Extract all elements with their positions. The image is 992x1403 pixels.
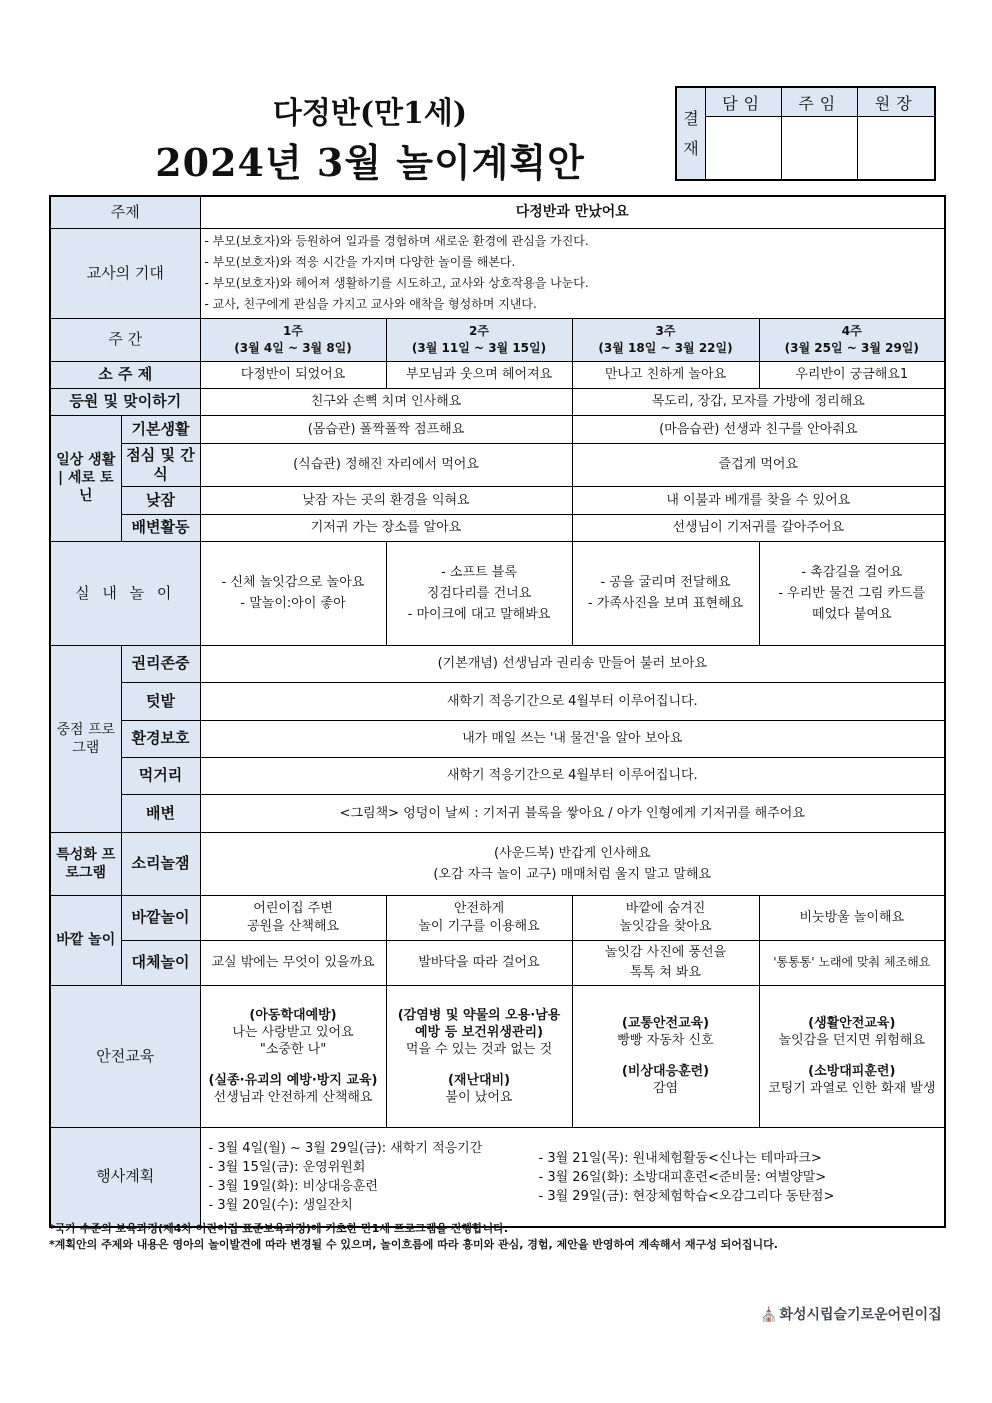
arrival-right: 목도리, 장갑, 모자를 가방에 정리해요 xyxy=(572,388,945,415)
safety-line: (실종·유괴의 예방·방지 교육) xyxy=(208,1072,378,1088)
arrival-label: 등원 및 맞이하기 xyxy=(50,388,200,415)
daily-right: (마음습관) 선생과 친구를 안아줘요 xyxy=(572,415,945,443)
indoor-week-2: - 소프트 블록 징검다리를 건너요 - 마이크에 대고 말해봐요 xyxy=(386,541,572,645)
event-item: - 3월 20일(수): 생일잔치 xyxy=(208,1197,353,1213)
daily-right: 즐겁게 먹어요 xyxy=(572,443,945,486)
week-3: 3주 (3월 18일 ~ 3월 22일) xyxy=(572,318,759,361)
expectation-label: 교사의 기대 xyxy=(50,228,200,318)
safety-line: 코팅기 과열로 인한 화재 발생 xyxy=(768,1081,936,1096)
alternate-label: 대체놀이 xyxy=(121,940,200,985)
daily-group-label: 일상 생활 | 세로 토닌 xyxy=(50,415,121,541)
safety-line: 먹을 수 있는 것과 없는 것 xyxy=(405,1041,553,1057)
class-name: 다정반(만1세) xyxy=(272,96,468,131)
event-item: - 3월 15일(금): 운영위원회 xyxy=(208,1159,366,1175)
safety-line: 빵빵 자동차 신호 xyxy=(617,1033,714,1048)
footnote: *국가 수준의 보육과정(제4차 어린이집 표준보육과정)에 기초한 만1세 프로그램을 진행합니다. xyxy=(49,1222,509,1235)
indoor-week-3: - 공을 굴리며 전달해요 - 가족사진을 보며 표현해요 xyxy=(572,541,759,645)
week-2: 2주 (3월 11일 ~ 3월 15일) xyxy=(386,318,572,361)
safety-line xyxy=(205,1058,382,1072)
daily-left: (식습관) 정해진 자리에서 먹어요 xyxy=(200,443,572,486)
focus-group-label: 중점 프로그램 xyxy=(50,645,121,832)
approval-box xyxy=(675,86,936,181)
indoor-week-4: - 촉감길을 걸어요 - 우리반 물건 그림 카드를 떼었다 붙여요 xyxy=(759,541,945,645)
safety-week-4 xyxy=(759,985,945,1127)
alternate-week-1: 교실 밖에는 무엇이 있을까요 xyxy=(200,940,386,985)
focus-label: 배변 xyxy=(121,794,200,832)
focus-label: 먹거리 xyxy=(121,757,200,794)
event-item: - 3월 19일(화): 비상대응훈련 xyxy=(208,1178,378,1194)
week-4: 4주 (3월 25일 ~ 3월 29일) xyxy=(759,318,945,361)
approval-col-head-teacher: 주임 xyxy=(782,87,858,117)
focus-value: (기본개념) 선생님과 권리송 만들어 불러 보아요 xyxy=(200,645,945,682)
safety-line: 나는 사랑받고 있어요 xyxy=(232,1024,354,1040)
outdoor-week-4: 비눗방울 놀이해요 xyxy=(759,895,945,940)
weeks-label: 주 간 xyxy=(50,318,200,361)
safety-line: 불이 났어요 xyxy=(445,1089,513,1105)
events-left xyxy=(209,1139,539,1215)
safety-line: (소방대피훈련) xyxy=(808,1064,896,1079)
daily-label: 배변활동 xyxy=(121,514,200,541)
safety-line: (아동학대예방) xyxy=(249,1007,337,1023)
event-item: - 3월 21일(목): 원내체험활동<신나는 테마파크> xyxy=(538,1150,822,1166)
focus-value: <그림책> 엉덩이 날씨 : 기저귀 블록을 쌓아요 / 아가 인형에게 기저귀를 해주어요 xyxy=(200,794,945,832)
safety-line: 놀잇감을 던지면 위험해요 xyxy=(778,1033,925,1048)
week-1: 1주 (3월 4일 ~ 3월 8일) xyxy=(200,318,386,361)
signature-box[interactable] xyxy=(858,117,935,180)
expectation-list xyxy=(200,228,945,318)
safety-week-3 xyxy=(572,985,759,1127)
events-label: 행사계획 xyxy=(50,1127,200,1227)
indoor-week-1: - 신체 놀잇감으로 놀아요 - 말놀이:아이 좋아 xyxy=(200,541,386,645)
daily-left: 기저귀 가는 장소를 알아요 xyxy=(200,514,572,541)
safety-line: (교통안전교육) xyxy=(621,1016,710,1031)
plan-table xyxy=(49,195,946,1228)
safety-label: 안전교육 xyxy=(50,985,200,1127)
outdoor-label: 바깥놀이 xyxy=(121,895,200,940)
subtheme-week-4: 우리반이 궁금해요1 xyxy=(759,361,945,388)
daily-left: (몸습관) 폴짝폴짝 점프해요 xyxy=(200,415,572,443)
events-list xyxy=(200,1127,945,1227)
approval-col-director: 원장 xyxy=(858,87,935,117)
outdoor-week-1: 어린이집 주변 공원을 산책해요 xyxy=(200,895,386,940)
safety-line xyxy=(764,1049,941,1063)
subtheme-week-2: 부모님과 웃으며 헤어져요 xyxy=(386,361,572,388)
list-item: - 교사, 친구에게 관심을 가지고 교사와 애착을 형성하며 지낸다. xyxy=(204,297,537,311)
alternate-week-4: '통통통' 노래에 맞춰 체조해요 xyxy=(759,940,945,985)
safety-line: 예방 등 보건위생관리) xyxy=(415,1024,544,1040)
subtheme-week-1: 다정반이 되었어요 xyxy=(200,361,386,388)
event-item: - 3월 26일(화): 소방대피훈련<준비물: 여벌양말> xyxy=(538,1169,827,1185)
theme-value: 다정반과 만났어요 xyxy=(200,196,945,228)
focus-value: 새학기 적응기간으로 4월부터 이루어집니다. xyxy=(200,682,945,720)
safety-line: (생활안전교육) xyxy=(808,1016,896,1031)
focus-label: 텃밭 xyxy=(121,682,200,720)
approval-label: 결 재 xyxy=(676,87,706,180)
safety-line: (재난대비) xyxy=(447,1072,511,1088)
daily-label: 낮잠 xyxy=(121,486,200,514)
special-group-label: 특성화 프로그램 xyxy=(50,832,121,895)
indoor-label: 실 내 놀 이 xyxy=(50,541,200,645)
outdoor-group-label: 바깥 놀이 xyxy=(50,895,121,985)
safety-week-1 xyxy=(200,985,386,1127)
signature-box[interactable] xyxy=(782,117,858,180)
kindergarten-logo: ⛪ 화성시립슬기로운어린이집 xyxy=(760,1307,942,1323)
focus-label: 환경보호 xyxy=(121,720,200,757)
alternate-week-3: 놀잇감 사진에 풍선을 톡톡 쳐 봐요 xyxy=(572,940,759,985)
event-item: - 3월 29일(금): 현장체험학습<오감그리다 동탄점> xyxy=(538,1188,835,1204)
outdoor-week-2: 안전하게 놀이 기구를 이용해요 xyxy=(386,895,572,940)
events-right xyxy=(539,1139,835,1215)
page-title: 2024년 3월 놀이계획안 xyxy=(155,140,585,185)
safety-line xyxy=(577,1049,755,1063)
arrival-left: 친구와 손뼉 치며 인사해요 xyxy=(200,388,572,415)
footnote: *계획안의 주제와 내용은 영아의 놀이발견에 따라 변경될 수 있으며, 놀이흐름에 따라 흥미와 관심, 경험, 제안을 반영하여 계속해서 재구성 되어집니다. xyxy=(49,1238,778,1251)
daily-label: 점심 및 간식 xyxy=(121,443,200,486)
list-item: - 부모(보호자)와 헤어져 생활하기를 시도하고, 교사와 상호작용을 나눈다. xyxy=(204,276,589,290)
safety-line: (비상대응훈련) xyxy=(621,1064,710,1079)
safety-line xyxy=(391,1058,568,1072)
safety-line: 선생님과 안전하게 산책해요 xyxy=(213,1089,373,1105)
daily-right: 선생님이 기저귀를 갈아주어요 xyxy=(572,514,945,541)
daily-label: 기본생활 xyxy=(121,415,200,443)
focus-value: 새학기 적응기간으로 4월부터 이루어집니다. xyxy=(200,757,945,794)
school-logo-icon: ⛪ xyxy=(760,1307,778,1323)
outdoor-week-3: 바깥에 숨겨진 놀잇감을 찾아요 xyxy=(572,895,759,940)
alternate-week-2: 발바닥을 따라 걸어요 xyxy=(386,940,572,985)
safety-line: (감염병 및 약물의 오용·남용 xyxy=(397,1007,561,1023)
theme-label: 주제 xyxy=(50,196,200,228)
subtheme-week-3: 만나고 친하게 놀아요 xyxy=(572,361,759,388)
footnotes xyxy=(49,1221,949,1253)
special-label: 소리놀잼 xyxy=(121,832,200,895)
daily-right: 내 이불과 베개를 찾을 수 있어요 xyxy=(572,486,945,514)
subtheme-label: 소 주 제 xyxy=(50,361,200,388)
daily-left: 낮잠 자는 곳의 환경을 익혀요 xyxy=(200,486,572,514)
signature-box[interactable] xyxy=(706,117,782,180)
special-value: (사운드북) 반갑게 인사해요 (오감 자극 놀이 교구) 매매처럼 울지 말고 말해요 xyxy=(200,832,945,895)
list-item: - 부모(보호자)와 등원하여 일과를 경험하며 새로운 환경에 관심을 가진다. xyxy=(204,234,589,248)
focus-value: 내가 매일 쓰는 '내 물건'을 알아 보아요 xyxy=(200,720,945,757)
event-item: - 3월 4일(월) ~ 3월 29일(금): 새학기 적응기간 xyxy=(208,1140,483,1156)
approval-col-teacher: 담임 xyxy=(706,87,782,117)
safety-week-2 xyxy=(386,985,572,1127)
safety-line: "소중한 나" xyxy=(259,1041,327,1057)
list-item: - 부모(보호자)와 적응 시간을 가지며 다양한 놀이를 해본다. xyxy=(204,255,516,269)
focus-label: 권리존중 xyxy=(121,645,200,682)
safety-line: 감염 xyxy=(652,1081,679,1096)
